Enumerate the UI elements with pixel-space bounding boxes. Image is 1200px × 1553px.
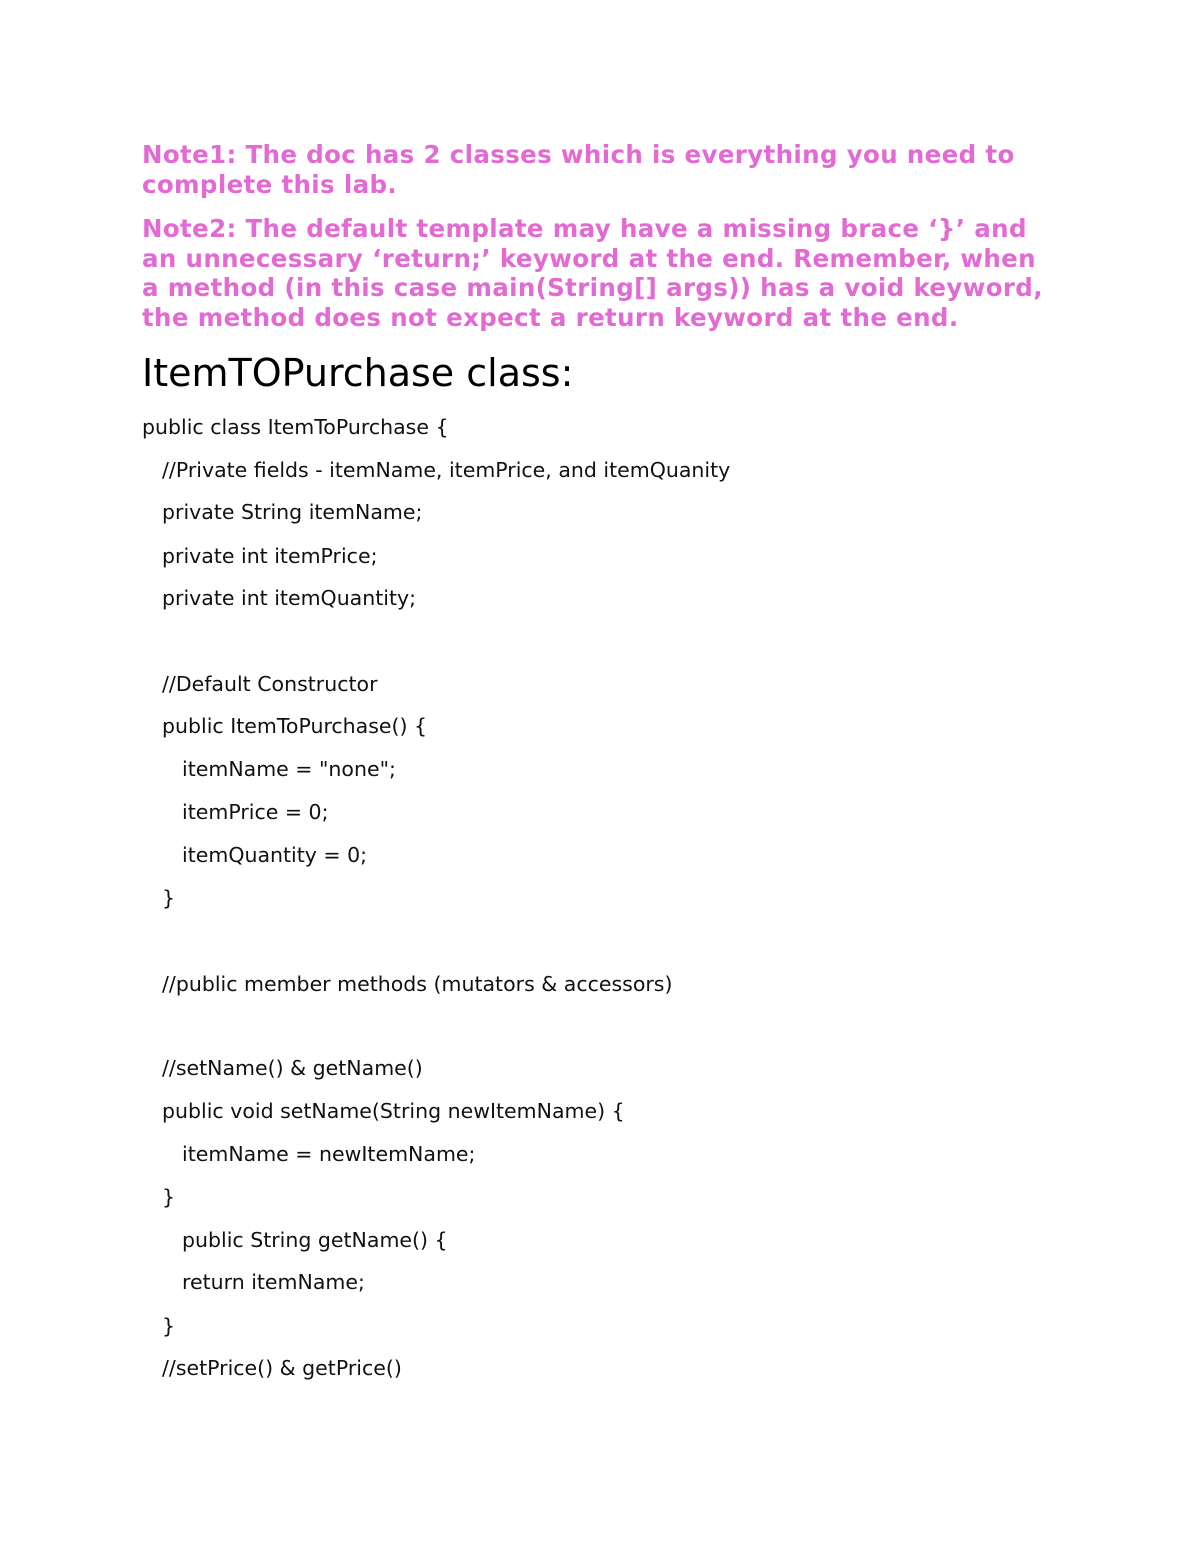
code-line-set-name-body: itemName = newItemName;	[182, 1142, 476, 1166]
code-line-init-item-name: itemName = "none";	[182, 757, 396, 781]
code-line-comment-member-methods: //public member methods (mutators & accessors)	[162, 972, 673, 996]
code-line-init-item-price: itemPrice = 0;	[182, 800, 329, 824]
code-line-comment-set-get-name: //setName() & getName()	[162, 1056, 423, 1080]
code-line-set-name-declaration: public void setName(String newItemName) {	[162, 1099, 625, 1123]
note-2: Note2: The default template may have a missing brace ‘}’ and an unnecessary ‘return;’ keyword at the end. Remember, when a method (in this case main(String[] args)) has a void keyword, the method does not expect a return keyword at the end.	[142, 214, 1043, 332]
note-1: Note1: The doc has 2 classes which is everything you need to complete this lab.	[142, 140, 1015, 199]
code-line-field-item-name: private String itemName;	[162, 500, 423, 524]
code-line-constructor-close-brace: }	[162, 886, 176, 910]
class-heading: ItemTOPurchase class:	[142, 351, 574, 395]
code-line-init-item-quantity: itemQuantity = 0;	[182, 843, 368, 867]
code-line-comment-private-fields: //Private fields - itemName, itemPrice, and itemQuanity	[162, 458, 731, 482]
code-line-comment-default-constructor: //Default Constructor	[162, 672, 378, 696]
code-line-field-item-price: private int itemPrice;	[162, 544, 378, 568]
code-line-get-name-body: return itemName;	[182, 1270, 365, 1294]
code-line-comment-set-get-price: //setPrice() & getPrice()	[162, 1356, 402, 1380]
code-line-constructor-declaration: public ItemToPurchase() {	[162, 714, 428, 738]
code-line-class-declaration: public class ItemToPurchase {	[142, 415, 449, 439]
code-line-set-name-close-brace: }	[162, 1185, 176, 1209]
code-line-get-name-close-brace: }	[162, 1314, 176, 1338]
code-line-field-item-quantity: private int itemQuantity;	[162, 586, 417, 610]
code-line-get-name-declaration: public String getName() {	[182, 1228, 448, 1252]
